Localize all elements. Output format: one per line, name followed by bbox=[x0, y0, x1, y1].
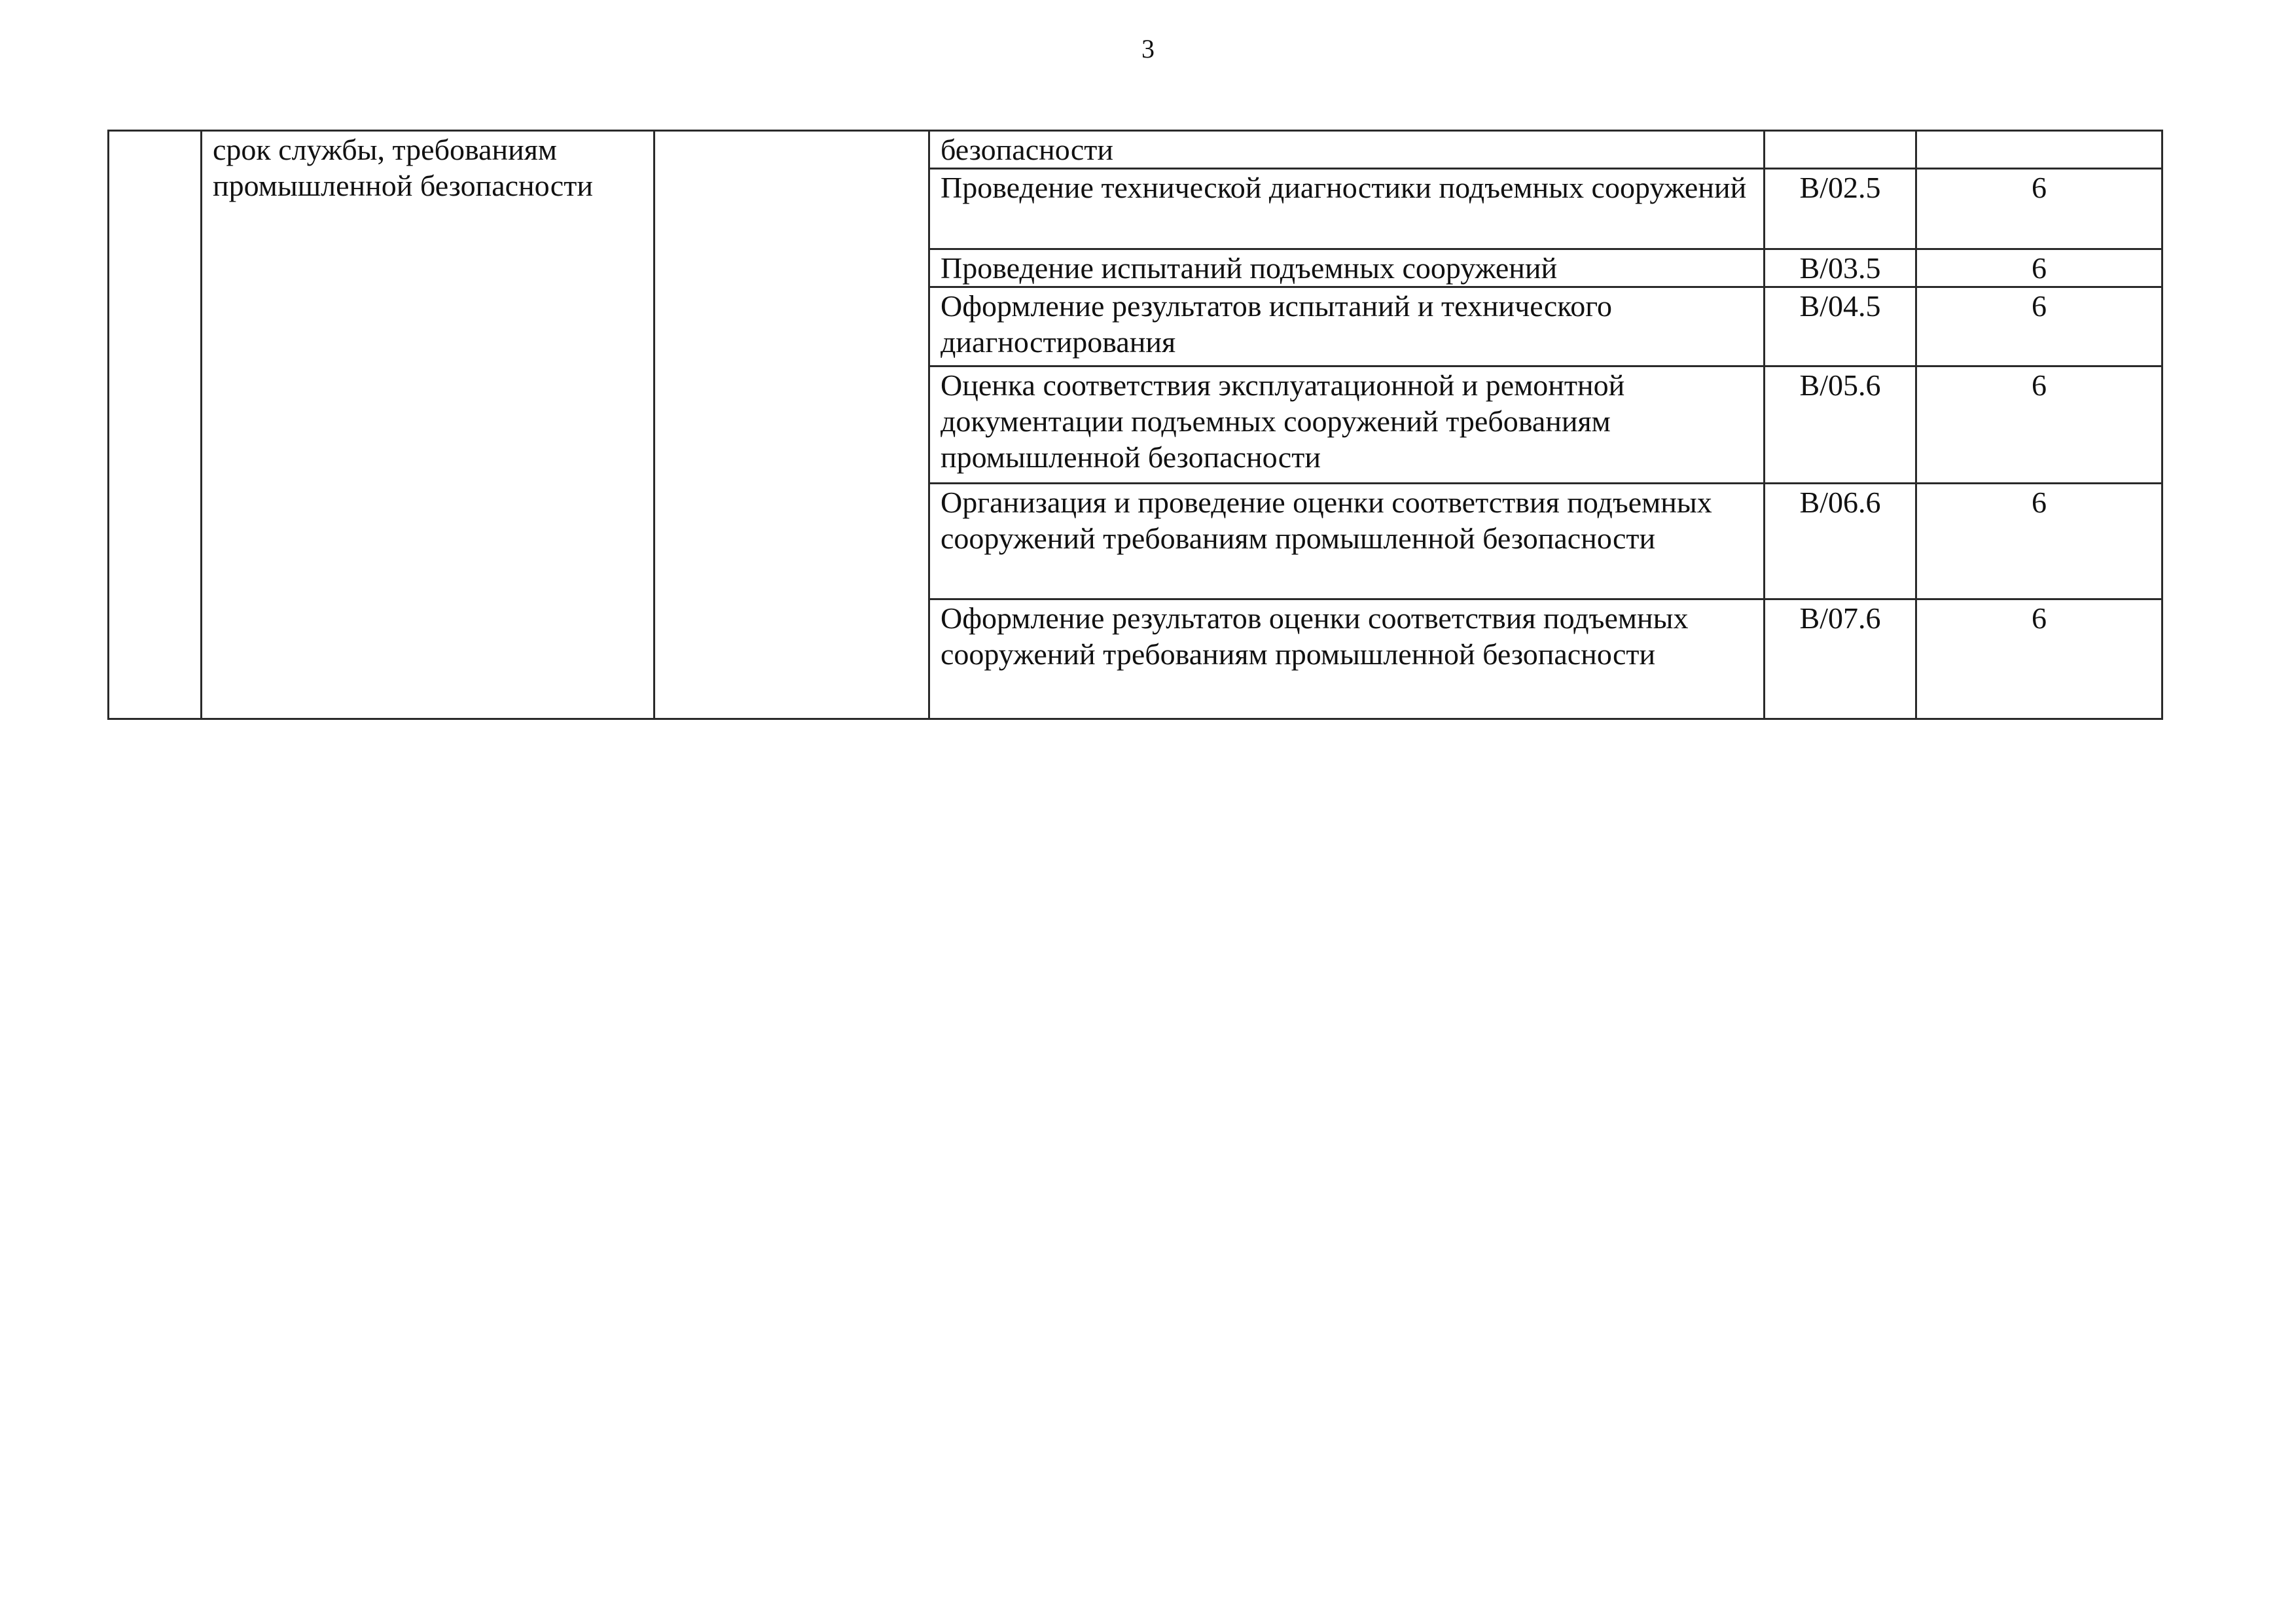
function-level-cell: 6 bbox=[1916, 249, 2162, 287]
row-number-cell bbox=[109, 131, 202, 719]
function-level-cell: 6 bbox=[1916, 287, 2162, 366]
labor-function-cell: Проведение технической диагностики подъемных сооружений bbox=[929, 169, 1765, 249]
page-number: 3 bbox=[1141, 34, 1155, 63]
generalized-function-cell: срок службы, требованиям промышленной безопасности bbox=[202, 131, 655, 719]
labor-function-cell: Оформление результатов оценки соответствия подъемных сооружений требованиям промышленной безопасности bbox=[929, 599, 1765, 719]
qualification-table bbox=[107, 130, 2163, 720]
labor-function-cell: Оформление результатов испытаний и технического диагностирования bbox=[929, 287, 1765, 366]
qualification-level-cell bbox=[655, 131, 929, 719]
function-level-cell: 6 bbox=[1916, 483, 2162, 599]
labor-function-cell: Оценка соответствия эксплуатационной и ремонтной документации подъемных сооружений требованиям промышленной безопасности bbox=[929, 366, 1765, 483]
function-level-cell: 6 bbox=[1916, 169, 2162, 249]
labor-function-cell: безопасности bbox=[929, 131, 1765, 169]
function-level-cell: 6 bbox=[1916, 599, 2162, 719]
function-code-cell: В/02.5 bbox=[1765, 169, 1916, 249]
function-level-cell: 6 bbox=[1916, 366, 2162, 483]
table-row bbox=[109, 131, 2162, 169]
function-code-cell bbox=[1765, 131, 1916, 169]
function-level-cell bbox=[1916, 131, 2162, 169]
labor-function-cell: Проведение испытаний подъемных сооружений bbox=[929, 249, 1765, 287]
function-code-cell: В/07.6 bbox=[1765, 599, 1916, 719]
function-code-cell: В/03.5 bbox=[1765, 249, 1916, 287]
function-code-cell: В/04.5 bbox=[1765, 287, 1916, 366]
function-code-cell: В/05.6 bbox=[1765, 366, 1916, 483]
function-code-cell: В/06.6 bbox=[1765, 483, 1916, 599]
labor-function-cell: Организация и проведение оценки соответствия подъемных сооружений требованиям промышленной безопасности bbox=[929, 483, 1765, 599]
